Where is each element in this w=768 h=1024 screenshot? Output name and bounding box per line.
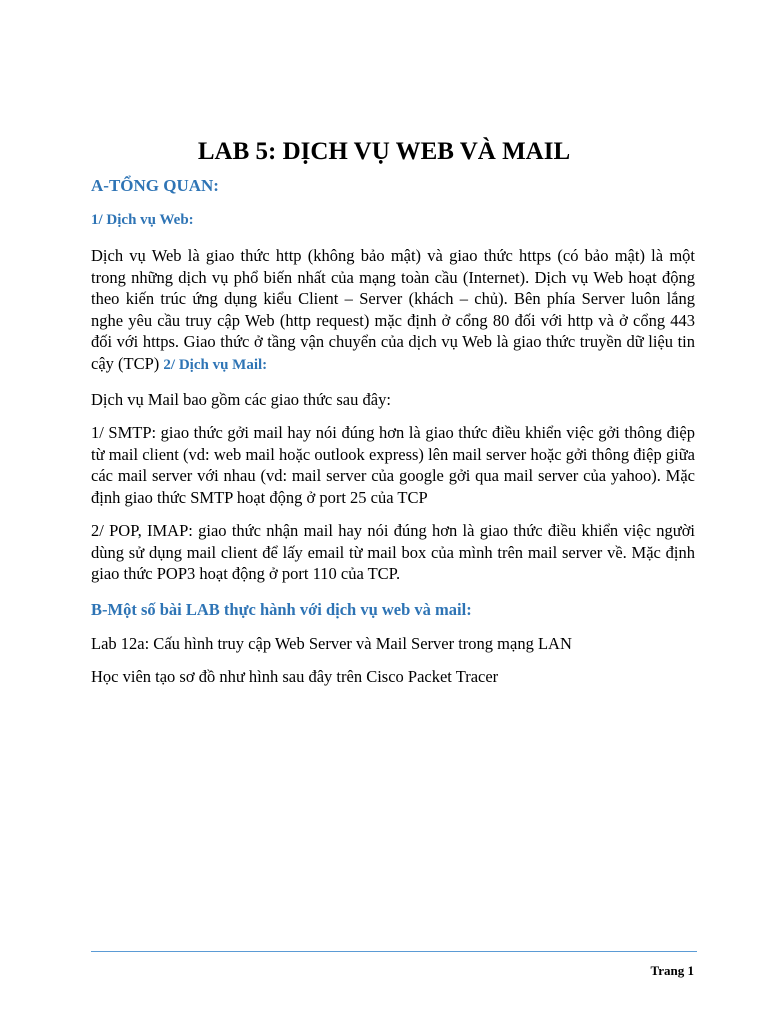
footer-divider (91, 951, 697, 952)
lab-title-line: Lab 12a: Cấu hình truy cập Web Server và Mail Server trong mạng LAN (91, 634, 572, 653)
instruction-line: Học viên tạo sơ đồ như hình sau đây trên Cisco Packet Tracer (91, 667, 499, 686)
pop-imap-paragraph: 2/ POP, IMAP: giao thức nhận mail hay nói đúng hơn là giao thức điều khiển việc người dùng sử dụng mail client để lấy email từ mail box của mình trên mail server về. Mặc định giao thức POP3 hoạt động ở port 110 của TCP. (91, 521, 695, 583)
web-service-heading: 1/ Dịch vụ Web: (91, 212, 194, 228)
document-title: LAB 5: DỊCH VỤ WEB VÀ MAIL (197, 138, 571, 165)
page-number: Trang 1 (650, 963, 694, 978)
web-service-text: Dịch vụ Web là giao thức http (không bảo mật) và giao thức https (có bảo mật) là một trong những dịch vụ phổ biến nhất của mạng toàn cầu (Internet). Dịch vụ Web hoạt động theo kiến trúc ứng dụng kiểu Client – Server (khách – chủ). Bên phía Server luôn lắng nghe yêu cầu truy cập Web (http request) mặc định ở cổng 80 đối với http và ở cổng 443 đối với https. Giao thức ở tầng vận chuyển của dịch vụ Web là giao thức truyền dữ liệu tin cậy (TCP) (91, 246, 695, 373)
smtp-paragraph: 1/ SMTP: giao thức gởi mail hay nói đúng hơn là giao thức điều khiển việc gởi thông điệp từ mail client (vd: web mail hoặc outlook express) lên mail server hoặc gởi thông điệp giữa các mail server với nhau (vd: mail server của google gởi qua mail server của yahoo). Mặc định giao thức SMTP hoạt động ở port 25 của TCP (91, 423, 695, 507)
section-a-heading: A-TỔNG QUAN: (91, 176, 219, 195)
mail-intro-paragraph: Dịch vụ Mail bao gồm các giao thức sau đây: (91, 390, 391, 409)
web-service-paragraph (91, 245, 695, 376)
mail-service-heading: 2/ Dịch vụ Mail: (163, 356, 268, 373)
section-b-heading: B-Một số bài LAB thực hành với dịch vụ web và mail: (91, 600, 472, 619)
